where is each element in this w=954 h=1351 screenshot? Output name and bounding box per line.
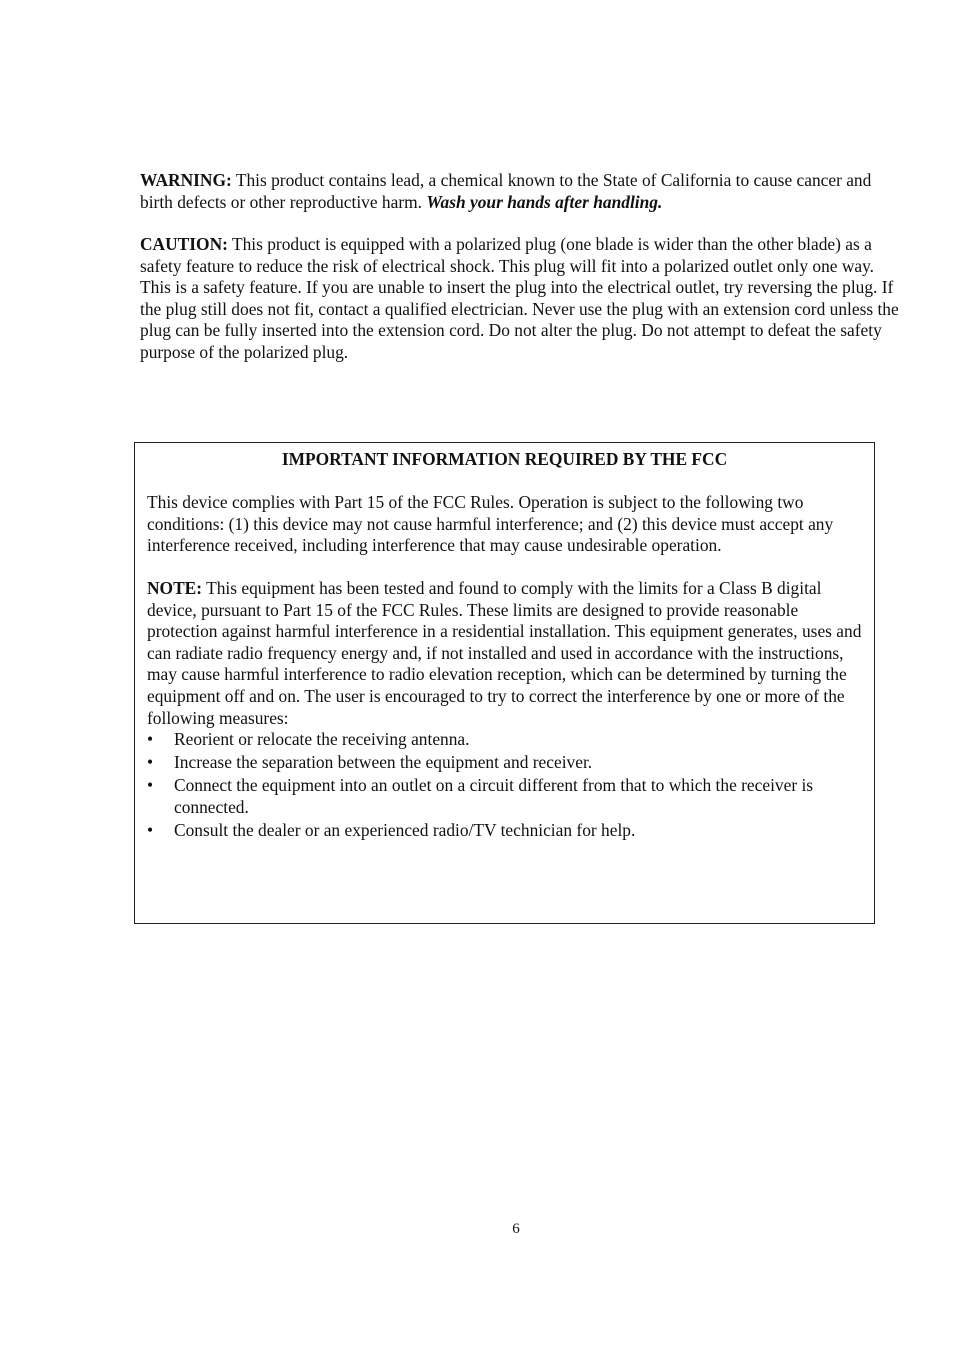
caution-label: CAUTION: — [140, 234, 228, 254]
fcc-compliance-paragraph: This device complies with Part 15 of the FCC Rules. Operation is subject to the following two conditions: (1) this device may not cause harmful interference; and (2) this device must accept any interference received, including interference that may cause undesirable operation. — [147, 492, 834, 556]
bullet-icon: • — [147, 751, 154, 772]
fcc-note-label: NOTE: — [147, 578, 203, 598]
fcc-title: IMPORTANT INFORMATION REQUIRED BY THE FCC — [281, 449, 728, 469]
caution-section — [140, 234, 900, 364]
list-item-text: Consult the dealer or an experienced radio/TV technician for help. — [174, 819, 636, 840]
list-item-text: Increase the separation between the equipment and receiver. — [174, 751, 593, 772]
bullet-icon: • — [147, 819, 154, 840]
list-item — [147, 752, 869, 774]
caution-paragraph — [140, 234, 900, 364]
fcc-note-paragraph — [147, 578, 869, 729]
list-item-text: Connect the equipment into an outlet on a circuit different from that to which the receiver is connected. — [174, 774, 814, 817]
list-item-text: Reorient or relocate the receiving antenna. — [174, 729, 470, 749]
page-number: 6 — [512, 1221, 520, 1237]
fcc-note-text: This equipment has been tested and found to comply with the limits for a Class B digital device, pursuant to Part 15 of the FCC Rules. These limits are designed to provide reasonable protection against harmful interference in a residential installation. This equipment generates, uses and can radiate radio frequency energy and, if not installed and used in accordance with the instructions, may cause harmful interference to radio elevation reception, which can be determined by turning the equipment off and on. The user is encouraged to try to correct the interference by one or more of the following measures: — [147, 578, 862, 728]
warning-label: WARNING: — [140, 170, 232, 190]
fcc-measures-list — [147, 729, 869, 843]
list-item — [147, 729, 869, 751]
warning-section — [140, 170, 900, 213]
warning-emphasis: Wash your hands after handling. — [426, 191, 663, 212]
caution-text: This product is equipped with a polarized plug (one blade is wider than the other blade) as a safety feature to reduce the risk of electrical shock. This plug will fit into a polarized outlet only one way. This is a safety feature. If you are unable to insert the plug into the electrical outlet, try reversing the plug. If the plug still does not fit, contact a qualified electrician. Never use the plug with an extension cord unless the plug can be fully inserted into the extension cord. Do not alter the plug. Do not attempt to defeat the safety purpose of the polarized plug. — [140, 234, 899, 362]
bullet-icon: • — [147, 774, 154, 795]
warning-text: This product contains lead, a chemical known to the State of California to cause cancer and birth defects or other reproductive harm. — [140, 170, 872, 212]
warning-paragraph — [140, 170, 900, 213]
list-item — [147, 820, 869, 842]
bullet-icon: • — [147, 729, 154, 749]
list-item — [147, 775, 869, 818]
fcc-info-box — [134, 442, 875, 924]
